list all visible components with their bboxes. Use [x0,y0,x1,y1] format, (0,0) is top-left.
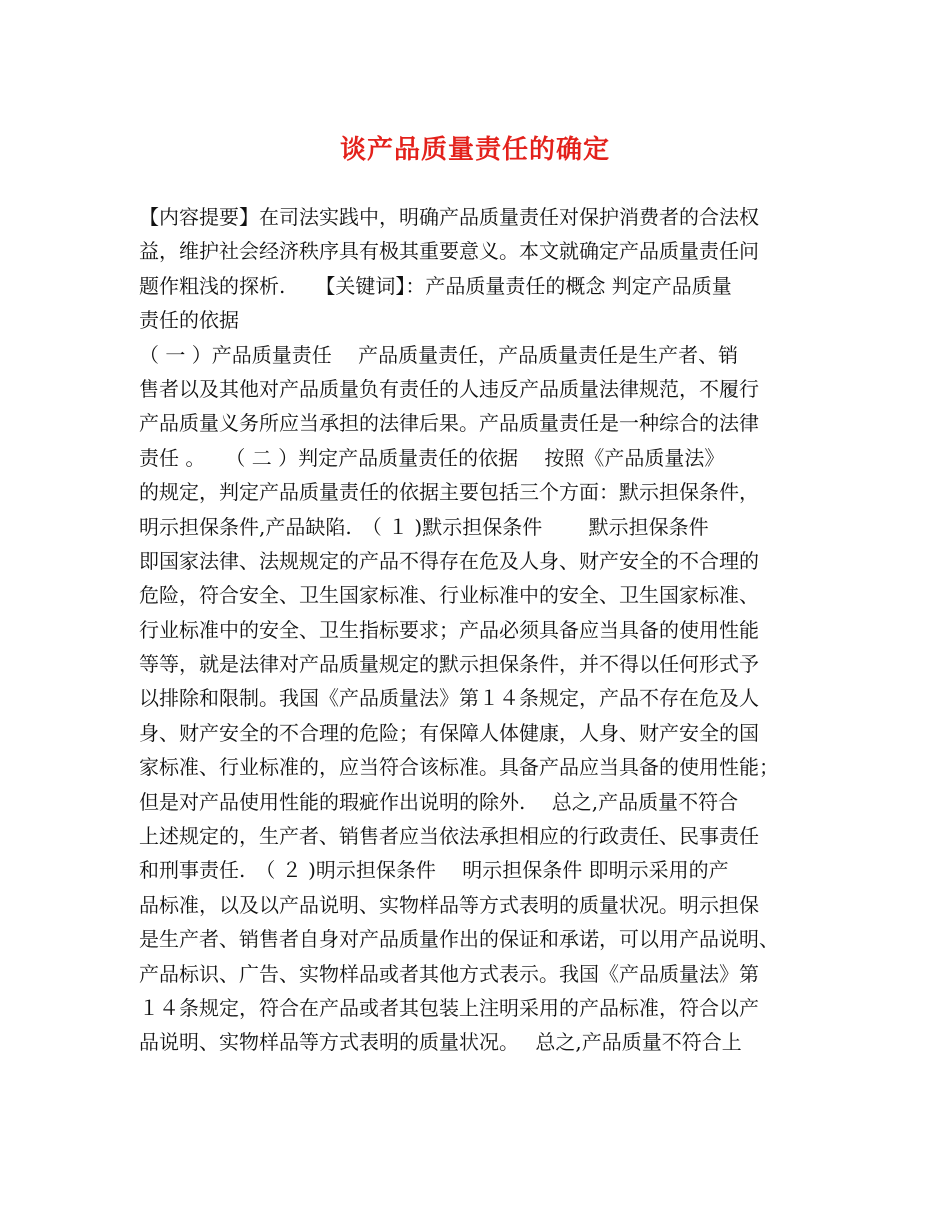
body-line: 的规定，判定产品质量责任的依据主要包括三个方面：默示担保条件， [139,480,759,505]
body-line: 身、财产安全的不合理的危险；有保障人体健康，人身、财产安全的国 [139,720,759,745]
body-line: 责任 。 （ 二 ）判定产品质量责任的依据 按照《产品质量法》 [139,445,725,470]
body-line: 产品标识、广告、实物样品或者其他方式表示。我国《产品质量法》第 [139,961,759,986]
body-line: 但是对产品使用性能的瑕疵作出说明的除外. 总之,产品质量不符合 [139,789,739,814]
body-line: 上述规定的，生产者、销售者应当依法承担相应的行政责任、民事责任 [139,824,759,849]
body-line: １４条规定，符合在产品或者其包装上注明采用的产品标准，符合以产 [139,995,759,1020]
body-line: 行业标准中的安全、卫生指标要求；产品必须具备应当具备的使用性能 [139,617,759,642]
body-line: 品说明、实物样品等方式表明的质量状况。 总之,产品质量不符合上 [139,1030,742,1055]
body-line: 益，维护社会经济秩序具有极其重要意义。本文就确定产品质量责任问 [139,239,759,264]
body-line: 【内容提要】在司法实践中，明确产品质量责任对保护消费者的合法权 [139,205,759,229]
body-line: 等等，就是法律对产品质量规定的默示担保条件，并不得以任何形式予 [139,652,759,677]
body-line: 售者以及其他对产品质量负有责任的人违反产品质量法律规范，不履行 [139,376,759,401]
body-line: 明示担保条件,产品缺陷. （ １ )默示担保条件 默示担保条件 [139,514,709,539]
body-line: 品标准，以及以产品说明、实物样品等方式表明的质量状况。明示担保 [139,892,759,917]
body-line: 即国家法律、法规规定的产品不得存在危及人身、财产安全的不合理的 [139,548,759,573]
body-line: 责任的依据 [139,308,239,333]
body-line: 和刑事责任. （ ２ )明示担保条件 明示担保条件 即明示采用的产 [139,858,729,883]
body-line: 以排除和限制。我国《产品质量法》第１４条规定，产品不存在危及人 [139,686,759,711]
body-line: （ 一 ）产品质量责任 产品质量责任，产品质量责任是生产者、销 [139,342,739,367]
body-line: 是生产者、销售者自身对产品质量作出的保证和承诺，可以用产品说明、 [139,927,779,952]
body-line: 产品质量义务所应当承担的法律后果。产品质量责任是一种综合的法律 [139,411,759,436]
document-title: 谈产品质量责任的确定 [339,135,610,165]
document-body [139,200,819,1060]
body-line: 题作粗浅的探析. 【关键词】：产品质量责任的概念 判定产品质量 [139,273,732,298]
body-line: 危险，符合安全、卫生国家标准、行业标准中的安全、卫生国家标准、 [139,583,759,608]
body-line: 家标准、行业标准的，应当符合该标准。具备产品应当具备的使用性能； [139,755,779,780]
